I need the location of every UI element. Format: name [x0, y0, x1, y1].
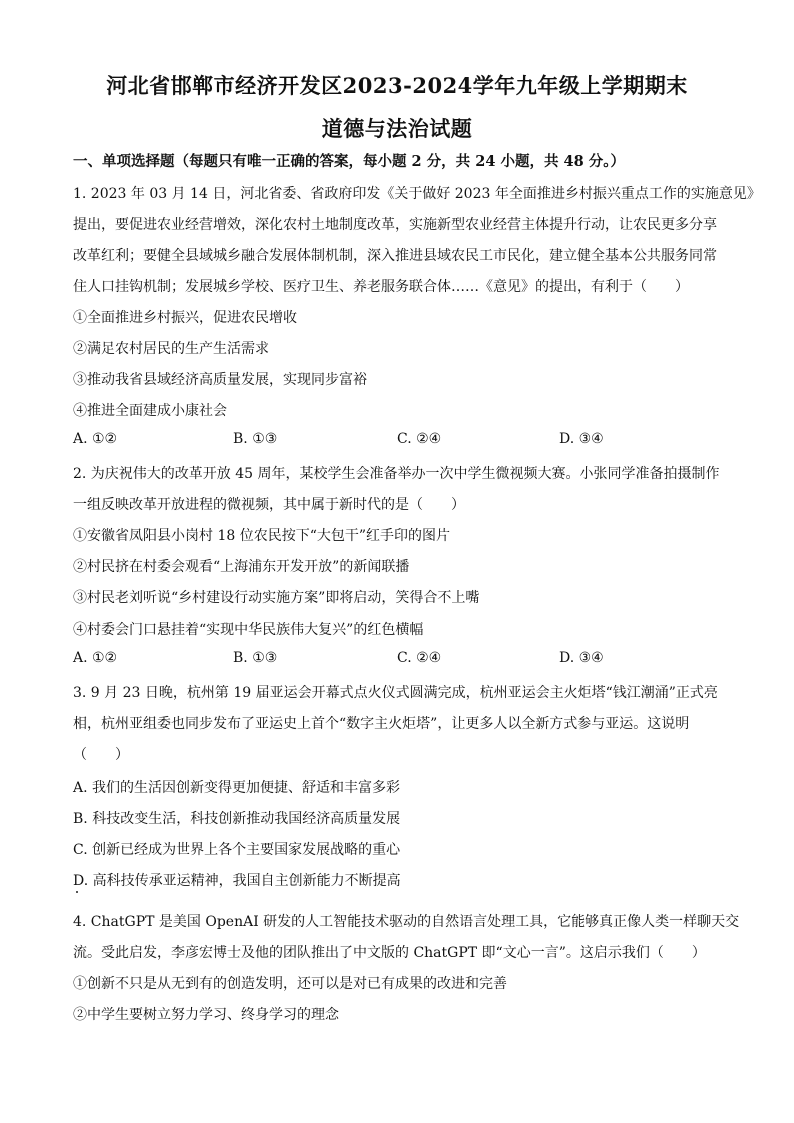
q2-option-a: A. ①②: [73, 650, 118, 666]
q1-stem-line: 住人口挂钩机制；发展城乡学校、医疗卫生、养老服务联合体……《意见》的提出，有利于（ ）: [73, 279, 689, 295]
q2-item: ③村民老刘听说“乡村建设行动实施方案”即将启动，笑得合不上嘴: [73, 590, 480, 606]
q3-stem-line: （ ）: [73, 747, 129, 763]
q1-options: [73, 431, 723, 451]
q1-option-d: D. ③④: [559, 431, 604, 447]
section-heading: 一、单项选择题（每题只有唯一正确的答案，每小题 2 分，共 24 小题，共 48 分。）: [73, 153, 625, 170]
exam-title-line1: 河北省邯郸市经济开发区2023-2024学年九年级上学期期末: [106, 73, 688, 98]
q3-choice-d: D. 高科技传承亚运精神，我国自主创新能力不断提高: [73, 873, 401, 889]
q4-item: ②中学生要树立努力学习、终身学习的理念: [73, 1007, 339, 1023]
q4-item: ①创新不只是从无到有的创造发明，还可以是对已有成果的改进和完善: [73, 976, 507, 992]
q2-option-c: C. ②④: [397, 650, 442, 666]
q2-option-b: B. ①③: [233, 650, 278, 666]
q3-stem-line: 相，杭州亚组委也同步发布了亚运史上首个“数字主火炬塔”，让更多人以全新方式参与亚运。这说明: [73, 716, 690, 732]
exam-title-line2: 道德与法治试题: [321, 116, 473, 141]
q1-item: ①全面推进乡村振兴，促进农民增收: [73, 310, 297, 326]
q2-options: [73, 650, 723, 670]
q1-stem-line: 1. 2023 年 03 月 14 日，河北省委、省政府印发《关于做好 2023 年全面推进乡村振兴重点工作的实施意见》: [73, 186, 761, 202]
q2-stem-line: 一组反映改革开放进程的微视频，其中属于新时代的是（ ）: [73, 497, 465, 513]
q2-option-d: D. ③④: [559, 650, 604, 666]
q3-choice-b: B. 科技改变生活，科技创新推动我国经济高质量发展: [73, 811, 401, 827]
stray-dot-mark: [76, 891, 78, 893]
q2-item: ④村委会门口悬挂着“实现中华民族伟大复兴”的红色横幅: [73, 622, 424, 638]
q1-stem-line: 改革红利；要健全县域城乡融合发展体制机制，深入推进县域农民工市民化，建立健全基本公共服务同常: [73, 248, 717, 264]
q1-item: ③推动我省县域经济高质量发展，实现同步富裕: [73, 372, 367, 388]
q3-choice-a: A. 我们的生活因创新变得更加便捷、舒适和丰富多彩: [73, 780, 401, 796]
q3-stem-line: 3. 9 月 23 日晚，杭州第 19 届亚运会开幕式点火仪式圆满完成，杭州亚运会主火炬塔“钱江潮涌”正式亮: [73, 685, 718, 701]
q4-stem-line: 4. ChatGPT 是美国 OpenAI 研发的人工智能技术驱动的自然语言处理工具，它能够真正像人类一样聊天交: [73, 914, 740, 930]
q1-option-b: B. ①③: [233, 431, 278, 447]
q1-item: ②满足农村居民的生产生活需求: [73, 341, 269, 357]
q1-stem-line: 提出，要促进农业经营增效，深化农村土地制度改革，实施新型农业经营主体提升行动，让农民更多分享: [73, 217, 717, 233]
q1-option-c: C. ②④: [397, 431, 442, 447]
q4-stem-line: 流。受此启发，李彦宏博士及他的团队推出了中文版的 ChatGPT 即“文心一言”。这启示我们（ ）: [73, 945, 706, 961]
q2-item: ②村民挤在村委会观看“上海浦东开发开放”的新闻联播: [73, 559, 410, 575]
q2-stem-line: 2. 为庆祝伟大的改革开放 45 周年，某校学生会准备举办一次中学生微视频大赛。小张同学准备拍摄制作: [73, 466, 720, 482]
q1-option-a: A. ①②: [73, 431, 118, 447]
q3-choice-c: C. 创新已经成为世界上各个主要国家发展战略的重心: [73, 842, 401, 858]
q2-item: ①安徽省凤阳县小岗村 18 位农民按下“大包干”红手印的图片: [73, 528, 451, 544]
q1-item: ④推进全面建成小康社会: [73, 403, 227, 419]
